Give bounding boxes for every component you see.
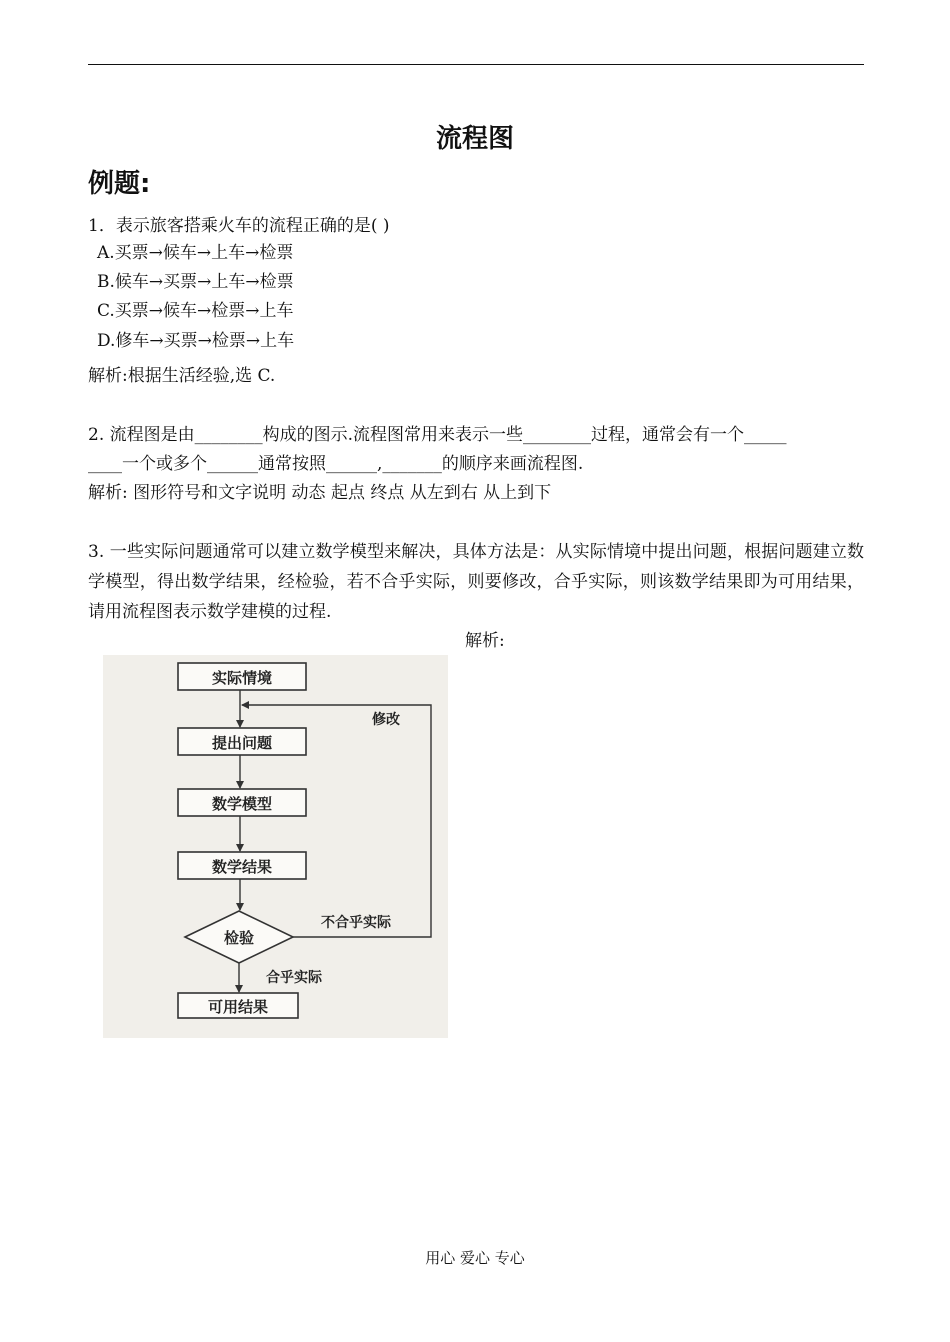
- node-real-situation-label: 实际情境: [211, 669, 273, 687]
- question-1-answer: 解析:根据生活经验,选 C.: [88, 366, 276, 386]
- question-2-line-2: ____一个或多个______通常按照______,_______的顺序来画流程图.: [88, 454, 584, 474]
- node-math-model-label: 数学模型: [211, 795, 273, 813]
- label-realistic: 合乎实际: [266, 970, 322, 986]
- header-rule: [88, 64, 864, 65]
- label-revise: 修改: [372, 712, 400, 728]
- node-usable-result-label: 可用结果: [207, 998, 269, 1016]
- question-3-answer-label: 解析:: [465, 631, 505, 651]
- question-1-option-c: C.买票→候车→检票→上车: [97, 301, 294, 321]
- page-title: 流程图: [435, 124, 514, 154]
- question-1-stem: 1．表示旅客搭乘火车的流程正确的是( ): [88, 216, 390, 236]
- question-2-line-1: 2. 流程图是由________构成的图示.流程图常用来表示一些________过程，通常会有一个_____: [88, 425, 787, 445]
- question-1-option-b: B.候车→买票→上车→检票: [97, 272, 294, 292]
- flowchart-figure: [103, 655, 448, 1038]
- page-footer: 用心 爱心 专心: [425, 1249, 525, 1267]
- flowchart-svg: [103, 655, 448, 1038]
- node-verify-label: 检验: [223, 929, 255, 947]
- question-3-stem: 3. 一些实际问题通常可以建立数学模型来解决，具体方法是：从实际情境中提出问题，根据问题建立数学模型，得出数学结果，经检验，若不合乎实际，则要修改，合乎实际，则该数学结果即为可用结果，请用流程图表示数学建模的过程.: [88, 542, 864, 622]
- section-heading: 例题:: [88, 169, 151, 199]
- node-math-result-label: 数学结果: [211, 858, 273, 876]
- question-1-option-d: D.修车→买票→检票→上车: [97, 331, 295, 351]
- node-pose-problem-label: 提出问题: [211, 734, 273, 752]
- question-2-answer: 解析: 图形符号和文字说明 动态 起点 终点 从左到右 从上到下: [88, 483, 552, 503]
- label-not-realistic: 不合乎实际: [321, 915, 391, 931]
- question-1-option-a: A.买票→候车→上车→检票: [97, 243, 294, 263]
